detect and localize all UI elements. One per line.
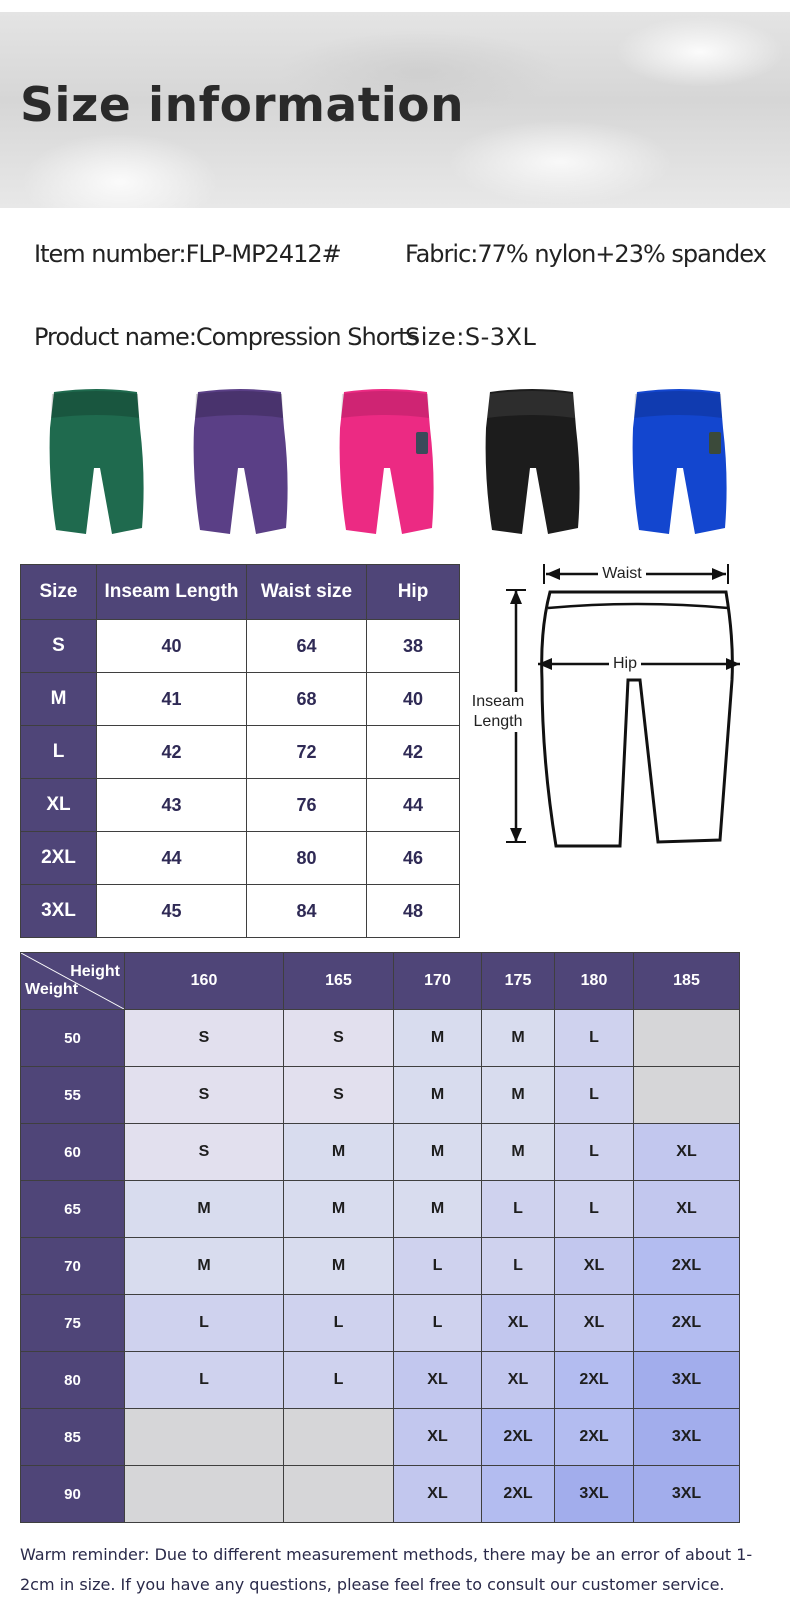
weight-label: 80: [21, 1352, 125, 1409]
height-header: 170: [394, 953, 482, 1010]
table-row: [21, 1352, 740, 1409]
size-cell: L: [555, 1124, 634, 1181]
product-image-green: [42, 388, 152, 540]
size-cell: L: [482, 1181, 555, 1238]
inseam-header: Inseam Length: [97, 565, 247, 620]
size-cell: L: [555, 1010, 634, 1067]
size-cell: M: [284, 1124, 394, 1181]
size-cell: XL: [394, 1466, 482, 1523]
size-cell: L: [125, 1295, 284, 1352]
hip-value: 46: [367, 832, 460, 885]
size-cell: M: [482, 1010, 555, 1067]
size-cell: [634, 1010, 740, 1067]
size-label: S: [21, 620, 97, 673]
size-table-header: [21, 565, 460, 620]
table-row: [21, 1238, 740, 1295]
size-cell: 2XL: [555, 1409, 634, 1466]
inseam-value: 41: [97, 673, 247, 726]
size-cell: S: [125, 1067, 284, 1124]
weight-label: 90: [21, 1466, 125, 1523]
size-cell: L: [482, 1238, 555, 1295]
size-cell: XL: [634, 1181, 740, 1238]
size-cell: 2XL: [634, 1295, 740, 1352]
hip-value: 48: [367, 885, 460, 938]
waist-header: Waist size: [247, 565, 367, 620]
inseam-value: 44: [97, 832, 247, 885]
size-cell: L: [555, 1067, 634, 1124]
size-label: XL: [21, 779, 97, 832]
size-cell: 2XL: [482, 1409, 555, 1466]
height-weight-chart: [20, 952, 740, 1523]
height-header: 175: [482, 953, 555, 1010]
weight-axis-label: Weight: [25, 981, 79, 998]
table-row: [21, 726, 460, 779]
size-cell: M: [482, 1067, 555, 1124]
size-cell: M: [284, 1181, 394, 1238]
size-cell: M: [394, 1124, 482, 1181]
size-cell: 3XL: [555, 1466, 634, 1523]
size-cell: 3XL: [634, 1466, 740, 1523]
size-cell: L: [284, 1295, 394, 1352]
hip-value: 40: [367, 673, 460, 726]
table-row: [21, 1010, 740, 1067]
inseam-value: 40: [97, 620, 247, 673]
hip-header: Hip: [367, 565, 460, 620]
size-label: M: [21, 673, 97, 726]
size-cell: L: [394, 1295, 482, 1352]
table-row: [21, 779, 460, 832]
hip-label: Hip: [609, 654, 641, 674]
size-cell: 2XL: [634, 1238, 740, 1295]
waist-value: 80: [247, 832, 367, 885]
size-cell: M: [394, 1181, 482, 1238]
size-cell: M: [394, 1010, 482, 1067]
waist-value: 84: [247, 885, 367, 938]
table-row: [21, 1466, 740, 1523]
inseam-value: 45: [97, 885, 247, 938]
table-row: [21, 1181, 740, 1238]
hw-header-row: [21, 953, 740, 1010]
size-cell: XL: [394, 1409, 482, 1466]
size-cell: [284, 1409, 394, 1466]
size-cell: XL: [555, 1295, 634, 1352]
size-cell: M: [284, 1238, 394, 1295]
size-cell: M: [482, 1124, 555, 1181]
size-label: L: [21, 726, 97, 779]
size-label: 3XL: [21, 885, 97, 938]
product-image-black: [478, 388, 588, 540]
hip-value: 44: [367, 779, 460, 832]
height-header: 180: [555, 953, 634, 1010]
size-cell: [634, 1067, 740, 1124]
size-cell: [125, 1466, 284, 1523]
size-cell: S: [125, 1124, 284, 1181]
product-name: Product name:Compression Shorts: [34, 323, 419, 351]
height-header: 185: [634, 953, 740, 1010]
size-cell: XL: [555, 1238, 634, 1295]
table-row: [21, 1409, 740, 1466]
hw-corner: [21, 953, 125, 1010]
hip-value: 42: [367, 726, 460, 779]
waist-value: 64: [247, 620, 367, 673]
size-cell: XL: [394, 1352, 482, 1409]
waist-label: Waist: [598, 564, 646, 584]
table-row: [21, 673, 460, 726]
size-cell: S: [284, 1010, 394, 1067]
size-cell: [125, 1409, 284, 1466]
size-cell: S: [284, 1067, 394, 1124]
size-cell: S: [125, 1010, 284, 1067]
size-cell: 3XL: [634, 1352, 740, 1409]
table-row: [21, 620, 460, 673]
size-label: 2XL: [21, 832, 97, 885]
waist-value: 68: [247, 673, 367, 726]
product-image-pink: [332, 388, 442, 540]
inseam-value: 42: [97, 726, 247, 779]
fabric-info: Fabric:77% nylon+23% spandex: [405, 240, 766, 268]
weight-label: 65: [21, 1181, 125, 1238]
size-cell: M: [125, 1238, 284, 1295]
weight-label: 60: [21, 1124, 125, 1181]
height-header: 160: [125, 953, 284, 1010]
page-title: Size information: [20, 78, 465, 133]
weight-label: 85: [21, 1409, 125, 1466]
size-cell: M: [394, 1067, 482, 1124]
size-cell: L: [284, 1352, 394, 1409]
size-cell: XL: [482, 1352, 555, 1409]
product-image-purple: [186, 388, 296, 540]
size-cell: L: [125, 1352, 284, 1409]
size-range: Size:S-3XL: [405, 323, 537, 351]
inseam-label-line2: Length: [468, 712, 528, 732]
inseam-label-line1: Inseam: [468, 692, 528, 712]
waist-value: 76: [247, 779, 367, 832]
weight-label: 55: [21, 1067, 125, 1124]
size-cell: XL: [634, 1124, 740, 1181]
table-row: [21, 1124, 740, 1181]
weight-label: 50: [21, 1010, 125, 1067]
header-banner: [0, 12, 790, 208]
warm-reminder: Warm reminder: Due to different measurement methods, there may be an error of about 1-2cm in size. If you have any questions, please feel free to consult our customer service.: [20, 1545, 753, 1594]
size-cell: 3XL: [634, 1409, 740, 1466]
weight-label: 70: [21, 1238, 125, 1295]
size-cell: L: [555, 1181, 634, 1238]
table-row: [21, 885, 460, 938]
weight-label: 75: [21, 1295, 125, 1352]
size-header: Size: [21, 565, 97, 620]
table-row: [21, 1067, 740, 1124]
table-row: [21, 1295, 740, 1352]
height-axis-label: Height: [70, 963, 120, 980]
measurement-diagram: [471, 560, 760, 850]
item-number: Item number:FLP-MP2412#: [34, 240, 341, 268]
hip-value: 38: [367, 620, 460, 673]
height-header: 165: [284, 953, 394, 1010]
size-cell: L: [394, 1238, 482, 1295]
size-cell: M: [125, 1181, 284, 1238]
size-cell: 2XL: [482, 1466, 555, 1523]
size-cell: 2XL: [555, 1352, 634, 1409]
waist-value: 72: [247, 726, 367, 779]
product-image-blue: [625, 388, 735, 540]
size-cell: [284, 1466, 394, 1523]
size-table: [20, 564, 460, 938]
size-cell: XL: [482, 1295, 555, 1352]
inseam-value: 43: [97, 779, 247, 832]
table-row: [21, 832, 460, 885]
